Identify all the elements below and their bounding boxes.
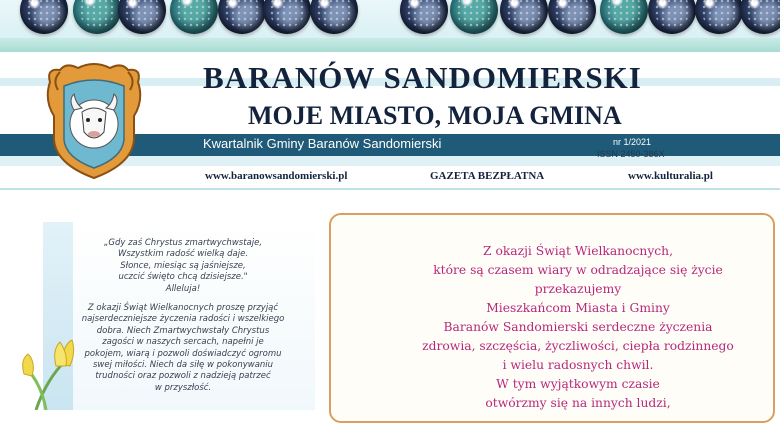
wishes-line: Baranów Sandomierski serdeczne życzenia <box>443 320 713 334</box>
christmas-bauble-icon <box>740 0 780 34</box>
poem-line: Alleluja! <box>165 283 201 294</box>
wishes-line: trudności oraz pozwoli z nadzieją patrzeć <box>95 371 271 382</box>
christmas-bauble-icon <box>20 0 68 34</box>
ornament-banner <box>0 0 780 52</box>
christmas-bauble-icon <box>548 0 596 34</box>
christmas-bauble-icon <box>450 0 498 34</box>
tulip-icon <box>16 330 136 410</box>
christmas-bauble-icon <box>73 0 121 34</box>
wishes-line: Mieszkańcom Miasta i Gminy <box>486 301 670 315</box>
wishes-line: swej miłości. Niech da siłę w pokonywaniu <box>92 360 274 371</box>
wishes-line: otwórzmy się na innych ludzi, <box>485 396 671 410</box>
issn-number: ISSN 2450-386X <box>597 149 665 159</box>
newspaper-subtitle: MOJE MIASTO, MOJA GMINA <box>248 101 622 130</box>
official-wishes-text <box>418 242 738 413</box>
wishes-line: i wielu radosnych chwil. <box>502 358 654 372</box>
wishes-line: przekazujemy <box>534 282 622 296</box>
free-newspaper-label: GAZETA BEZPŁATNA <box>430 170 545 182</box>
christmas-bauble-icon <box>118 0 166 34</box>
christmas-bauble-icon <box>263 0 311 34</box>
wishes-line: pokojem, wiarą i pozwoli doświadczyć ogromu <box>84 348 282 359</box>
coat-of-arms-bull-icon <box>44 60 144 180</box>
christmas-bauble-icon <box>310 0 358 34</box>
website-link-right[interactable]: www.kulturalia.pl <box>628 170 713 182</box>
wishes-line: Z okazji Świąt Wielkanocnych, <box>483 244 673 258</box>
wishes-line: w przyszłość. <box>154 382 212 393</box>
poem <box>61 238 305 295</box>
christmas-bauble-icon <box>648 0 696 34</box>
ornament-ribbon <box>0 38 780 52</box>
poem-line: Słonce, miesiąc są jaśniejsze, <box>120 260 246 271</box>
christmas-bauble-icon <box>218 0 266 34</box>
website-link-left[interactable]: www.baranowsandomierski.pl <box>205 170 348 182</box>
header-divider <box>0 188 780 190</box>
wishes-line: zagości w naszych sercach, napełni je <box>102 337 264 348</box>
wishes-line: zdrowia, szczęścia, życzliwości, ciepła rodzinnego <box>422 339 734 353</box>
christmas-bauble-icon <box>600 0 648 34</box>
christmas-bauble-icon <box>695 0 743 34</box>
wishes-line: najserdeczniejsze życzenia radości i wszelkiego <box>81 314 285 325</box>
christmas-bauble-icon <box>170 0 218 34</box>
christmas-bauble-icon <box>400 0 448 34</box>
tagline: Kwartalnik Gminy Baranów Sandomierski <box>203 136 442 151</box>
poem-line: „Gdy zaś Chrystus zmartwychwstaje, <box>103 238 263 248</box>
christmas-bauble-icon <box>500 0 548 34</box>
wishes-line: Z okazji Świąt Wielkanocnych proszę przyjąć <box>87 303 279 314</box>
poem-line: Wszystkim radość wielką daje. <box>117 249 249 260</box>
poem-line: uczcić święto chcą dzisiejsze." <box>118 272 248 283</box>
wishes-line: dobra. Niech Zmartwychwstały Chrystus <box>96 325 270 336</box>
newspaper-title: BARANÓW SANDOMIERSKI <box>203 60 642 95</box>
wishes-line: W tym wyjątkowym czasie <box>496 377 660 391</box>
wishes-line: które są czasem wiary w odradzające się życie <box>433 263 723 277</box>
issue-number: nr 1/2021 <box>613 137 652 147</box>
